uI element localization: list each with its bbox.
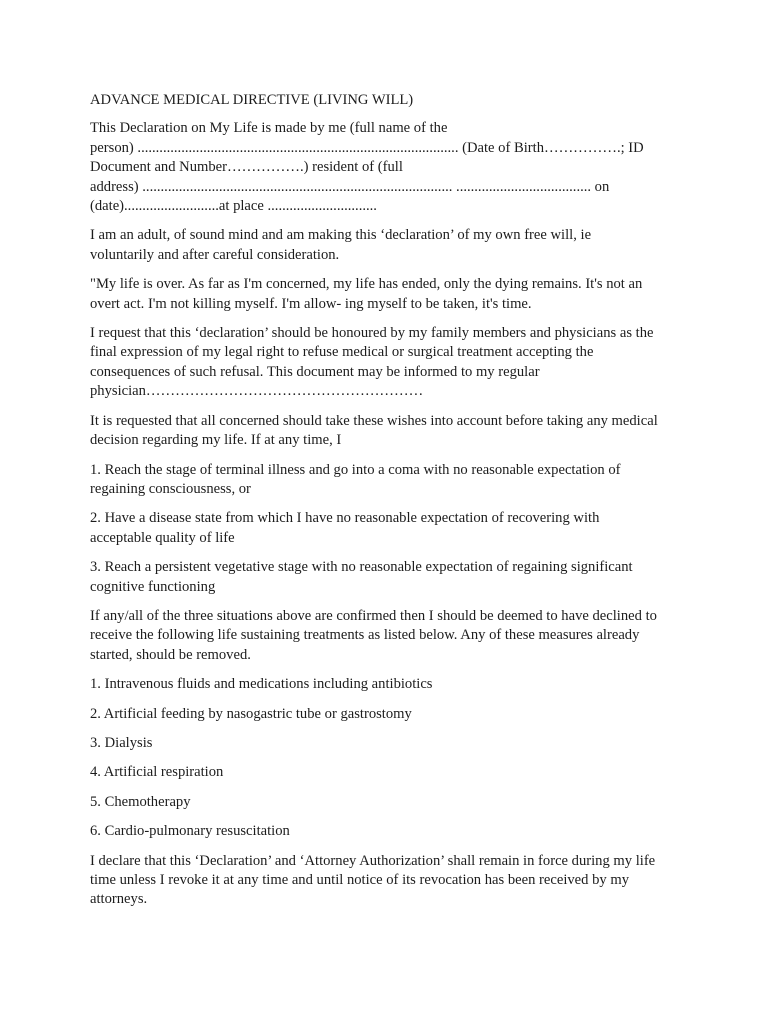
concern-line: decision regarding my life. If at any time, I [90, 432, 342, 449]
adult-statement-line: voluntarily and after careful consideration. [90, 246, 340, 263]
treatment-item [90, 763, 690, 782]
declaration-line: (date)..........................at place .............................. [90, 198, 377, 215]
closing-line: attorneys. [90, 891, 148, 908]
situation-item [90, 509, 690, 548]
situation-line: 1. Reach the stage of terminal illness and go into a coma with no reasonable expectation of [90, 461, 621, 478]
situation-line: 2. Have a disease state from which I have no reasonable expectation of recovering with [90, 510, 600, 527]
declaration-paragraph [90, 119, 690, 216]
declined-line: started, should be removed. [90, 646, 251, 663]
situation-line: acceptable quality of life [90, 529, 235, 546]
adult-statement-paragraph [90, 226, 690, 265]
declined-paragraph [90, 607, 690, 665]
request-line: final expression of my legal right to refuse medical or surgical treatment accepting the [90, 344, 594, 361]
treatment-line: 1. Intravenous fluids and medications including antibiotics [90, 676, 433, 693]
treatment-line: 3. Dialysis [90, 734, 153, 751]
quote-line: "My life is over. As far as I'm concerned, my life has ended, only the dying remains. It's not an [90, 276, 643, 293]
declaration-line: person) ........................................................................................ (Date of Birth…………….; ID [90, 139, 644, 156]
declaration-line: address) ..................................................................................... ..................................... on [90, 178, 610, 195]
situation-line: cognitive functioning [90, 578, 216, 595]
treatment-item [90, 675, 690, 694]
closing-line: I declare that this ‘Declaration’ and ‘Attorney Authorization’ shall remain in force during my life [90, 852, 656, 869]
treatment-item [90, 793, 690, 812]
request-line: I request that this ‘declaration’ should be honoured by my family members and physicians as the [90, 325, 654, 342]
treatment-item [90, 705, 690, 724]
treatment-line: 4. Artificial respiration [90, 764, 224, 781]
closing-paragraph [90, 852, 690, 910]
declined-line: If any/all of the three situations above are confirmed then I should be deemed to have declined to [90, 607, 657, 624]
quote-paragraph [90, 275, 690, 314]
document-title: ADVANCE MEDICAL DIRECTIVE (LIVING WILL) [90, 92, 414, 108]
request-line: consequences of such refusal. This document may be informed to my regular [90, 363, 540, 380]
adult-statement-line: I am an adult, of sound mind and am making this ‘declaration’ of my own free will, ie [90, 227, 592, 244]
treatment-line: 5. Chemotherapy [90, 793, 191, 810]
declined-line: receive the following life sustaining treatments as listed below. Any of these measures already [90, 627, 640, 644]
situation-line: 3. Reach a persistent vegetative stage with no reasonable expectation of regaining significant [90, 559, 633, 576]
declaration-line: Document and Number…………….) resident of (full [90, 159, 403, 176]
concern-paragraph [90, 412, 690, 451]
treatment-item [90, 734, 690, 753]
situation-item [90, 461, 690, 500]
treatment-line: 6. Cardio-pulmonary resuscitation [90, 823, 290, 840]
treatment-item [90, 822, 690, 841]
situation-line: regaining consciousness, or [90, 480, 251, 497]
closing-line: time unless I revoke it at any time and until notice of its revocation has been received by my [90, 872, 629, 888]
quote-line: overt act. I'm not killing myself. I'm allow- ing myself to be taken, it's time. [90, 295, 532, 312]
situation-item [90, 558, 690, 597]
request-line: physician………………………………………………… [90, 383, 424, 400]
treatment-line: 2. Artificial feeding by nasogastric tube or gastrostomy [90, 705, 412, 722]
declaration-line: This Declaration on My Life is made by me (full name of the [90, 120, 448, 137]
concern-line: It is requested that all concerned should take these wishes into account before taking any medical [90, 412, 658, 429]
document-body [90, 91, 690, 920]
request-paragraph [90, 324, 690, 402]
